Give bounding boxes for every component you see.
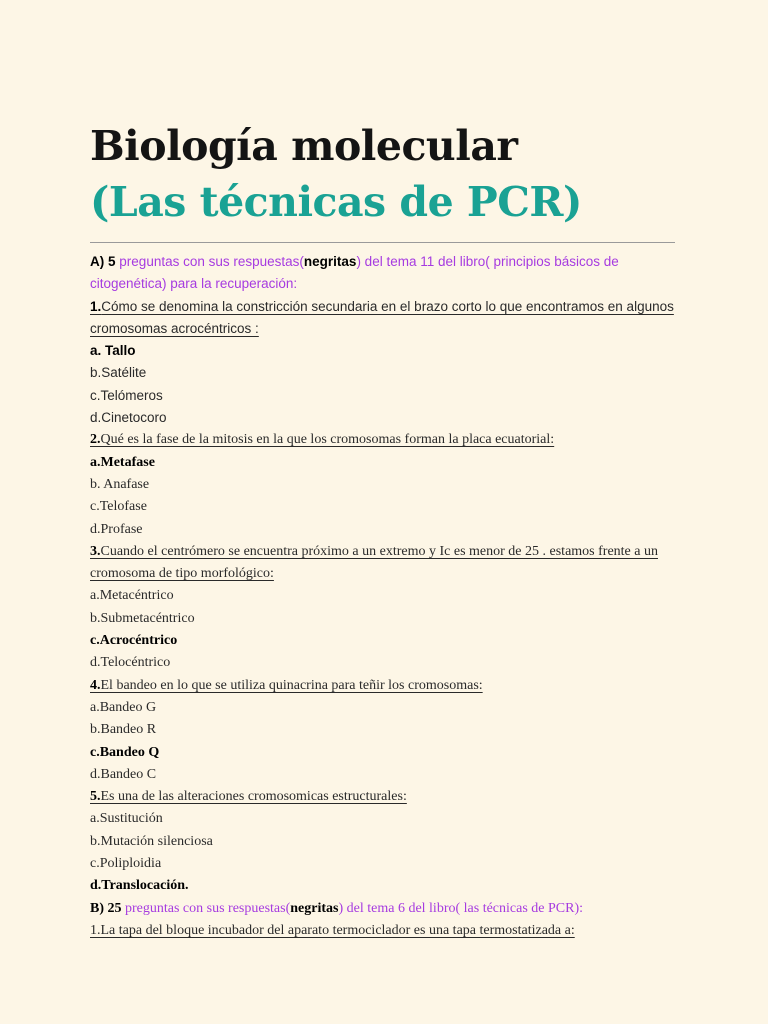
answer-option: b.Mutación silenciosa	[90, 833, 213, 849]
question-4	[90, 675, 675, 697]
document-page	[90, 118, 675, 942]
answer-option: b.Bandeo R	[90, 722, 157, 738]
answer-option: d.Bandeo C	[90, 766, 157, 782]
page-subtitle: (Las técnicas de PCR)	[90, 178, 582, 226]
answer-option: a.Bandeo G	[90, 699, 157, 715]
question-2	[90, 429, 675, 451]
answer-option: c.Telofase	[90, 499, 147, 515]
section-b-text-end: ) del tema 6 del libro( las técnicas de PCR):	[338, 900, 584, 916]
answer-option: c.Poliploidia	[90, 856, 162, 872]
answer-option-correct: d.Translocación.	[90, 878, 189, 894]
section-a-label: A)	[90, 254, 105, 269]
answer-option: d.Profase	[90, 521, 143, 537]
question-text: El bandeo en lo que se utiliza quinacrina para teñir los cromosomas:	[100, 677, 483, 693]
question-number: 4.	[90, 677, 101, 693]
question-number: 3.	[90, 543, 101, 559]
section-a-header	[90, 251, 675, 296]
section-a-text-end: ) del tema 11 del libro( principios básicos de citogenética) para la recuperación:	[90, 254, 619, 292]
question-text: Cómo se denomina la constricción secundaria en el brazo corto lo que encontramos en algunos cromosomas acrocéntricos :	[90, 298, 674, 336]
answer-option: b.Submetacéntrico	[90, 610, 195, 626]
question-3	[90, 541, 675, 586]
page-title: Biología molecular	[90, 122, 518, 170]
divider	[90, 242, 675, 243]
section-b-text: preguntas con sus respuestas(	[125, 900, 291, 916]
question-number: 5.	[90, 789, 101, 805]
answer-option: a.Sustitución	[90, 811, 163, 827]
answer-option: a.Metacéntrico	[90, 588, 174, 604]
question-text: Cuando el centrómero se encuentra próximo a un extremo y Ic es menor de 25 . estamos frente a un cromosoma de tipo morfológico:	[90, 543, 658, 582]
section-a-bold: negritas	[303, 254, 357, 269]
document-body	[90, 251, 675, 942]
question-text: Qué es la fase de la mitosis en la que los cromosomas forman la placa ecuatorial:	[100, 432, 555, 448]
question-number: 1.	[90, 298, 102, 314]
answer-option: b. Anafase	[90, 476, 150, 492]
answer-option: d.Cinetocoro	[90, 410, 167, 426]
question-text: Es una de las alteraciones cromosomicas estructurales:	[100, 789, 407, 805]
section-b-header	[90, 898, 675, 920]
section-b-count: 25	[107, 900, 122, 916]
answer-option-correct: c.Acrocéntrico	[90, 633, 178, 649]
answer-option: c.Telómeros	[90, 387, 163, 403]
answer-option-correct: c.Bandeo Q	[90, 744, 160, 760]
section-b-label: B)	[90, 900, 104, 916]
section-a-text: preguntas con sus respuestas(	[119, 254, 304, 269]
question-b1: 1.La tapa del bloque incubador del aparato termociclador es una tapa termostatizada a:	[90, 922, 575, 938]
question-5	[90, 786, 675, 808]
question-1	[90, 296, 675, 341]
answer-option: d.Telocéntrico	[90, 655, 171, 671]
question-number: 2.	[90, 432, 101, 448]
section-b-bold: negritas	[290, 900, 339, 916]
answer-option: b.Satélite	[90, 365, 147, 381]
section-a-count: 5	[108, 254, 116, 269]
answer-option-correct: a.Metafase	[90, 454, 155, 470]
answer-option-correct: a. Tallo	[90, 343, 136, 359]
